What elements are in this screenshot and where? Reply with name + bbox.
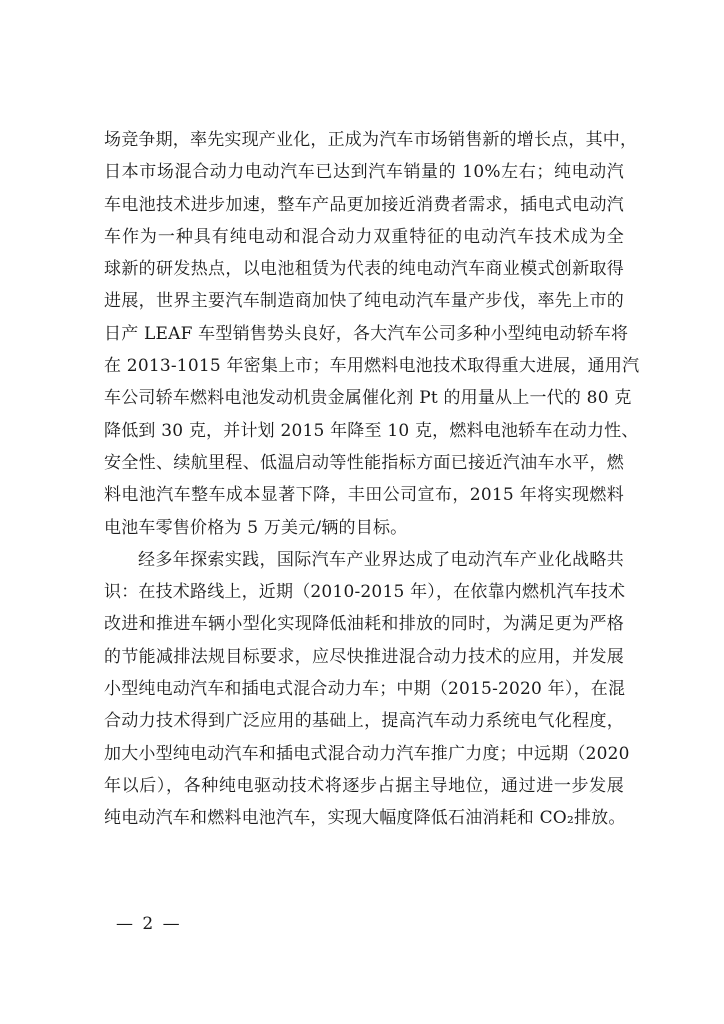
text-line: 球新的研发热点，以电池租赁为代表的纯电动汽车商业模式创新取得 [104, 259, 624, 280]
text-line: 进展，世界主要汽车制造商加快了纯电动汽车量产步伐，率先上市的 [104, 291, 624, 312]
text-line: 日产 LEAF 车型销售势头良好，各大汽车公司多种小型纯电动轿车将 [104, 323, 629, 344]
text-line: 加大小型纯电动汽车和插电式混合动力汽车推广力度；中远期（2020 [104, 743, 630, 764]
text-line: 年以后），各种纯电驱动技术将逐步占据主导地位，通过进一步发展 [104, 775, 624, 796]
text-line: 车电池技术进步加速，整车产品更加接近消费者需求，插电式电动汽 [104, 194, 624, 215]
text-line: 日本市场混合动力电动汽车已达到汽车销量的 10%左右；纯电动汽 [104, 162, 624, 183]
text-line: 电池车零售价格为 5 万美元/辆的目标。 [104, 517, 408, 538]
body-text [104, 124, 640, 835]
text-line: 小型纯电动汽车和插电式混合动力车；中期（2015-2020 年），在混 [104, 679, 626, 700]
text-line: 改进和推进车辆小型化实现降低油耗和排放的同时，为满足更为严格 [104, 614, 624, 635]
text-line: 场竞争期，率先实现产业化，正成为汽车市场销售新的增长点，其中， [104, 130, 638, 150]
text-line: 合动力技术得到广泛应用的基础上，提高汽车动力系统电气化程度， [104, 711, 624, 732]
text-line: 车公司轿车燃料电池发动机贵金属催化剂 Pt 的用量从上一代的 80 克 [104, 388, 632, 409]
text-line: 料电池汽车整车成本显著下降，丰田公司宣布，2015 年将实现燃料 [104, 485, 624, 506]
text-line: 在 2013-1015 年密集上市；车用燃料电池技术取得重大进展，通用汽 [104, 356, 640, 377]
text-line: 降低到 30 克，并计划 2015 年降至 10 克，燃料电池轿车在动力性、 [104, 420, 639, 441]
page-number: — 2 — [116, 914, 182, 934]
text-line: 车作为一种具有纯电动和混合动力双重特征的电动汽车技术成为全 [104, 226, 624, 247]
text-line: 的节能减排法规目标要求，应尽快推进混合动力技术的应用，并发展 [104, 646, 624, 667]
text-line: 纯电动汽车和燃料电池汽车，实现大幅度降低石油消耗和 CO₂排放。 [104, 808, 626, 829]
text-line: 识：在技术路线上，近期（2010-2015 年），在依靠内燃机汽车技术 [104, 582, 626, 603]
text-line: 安全性、续航里程、低温启动等性能指标方面已接近汽油车水平，燃 [104, 452, 624, 473]
paragraph-start-line: 经多年探索实践，国际汽车产业界达成了电动汽车产业化战略共 [138, 549, 624, 570]
